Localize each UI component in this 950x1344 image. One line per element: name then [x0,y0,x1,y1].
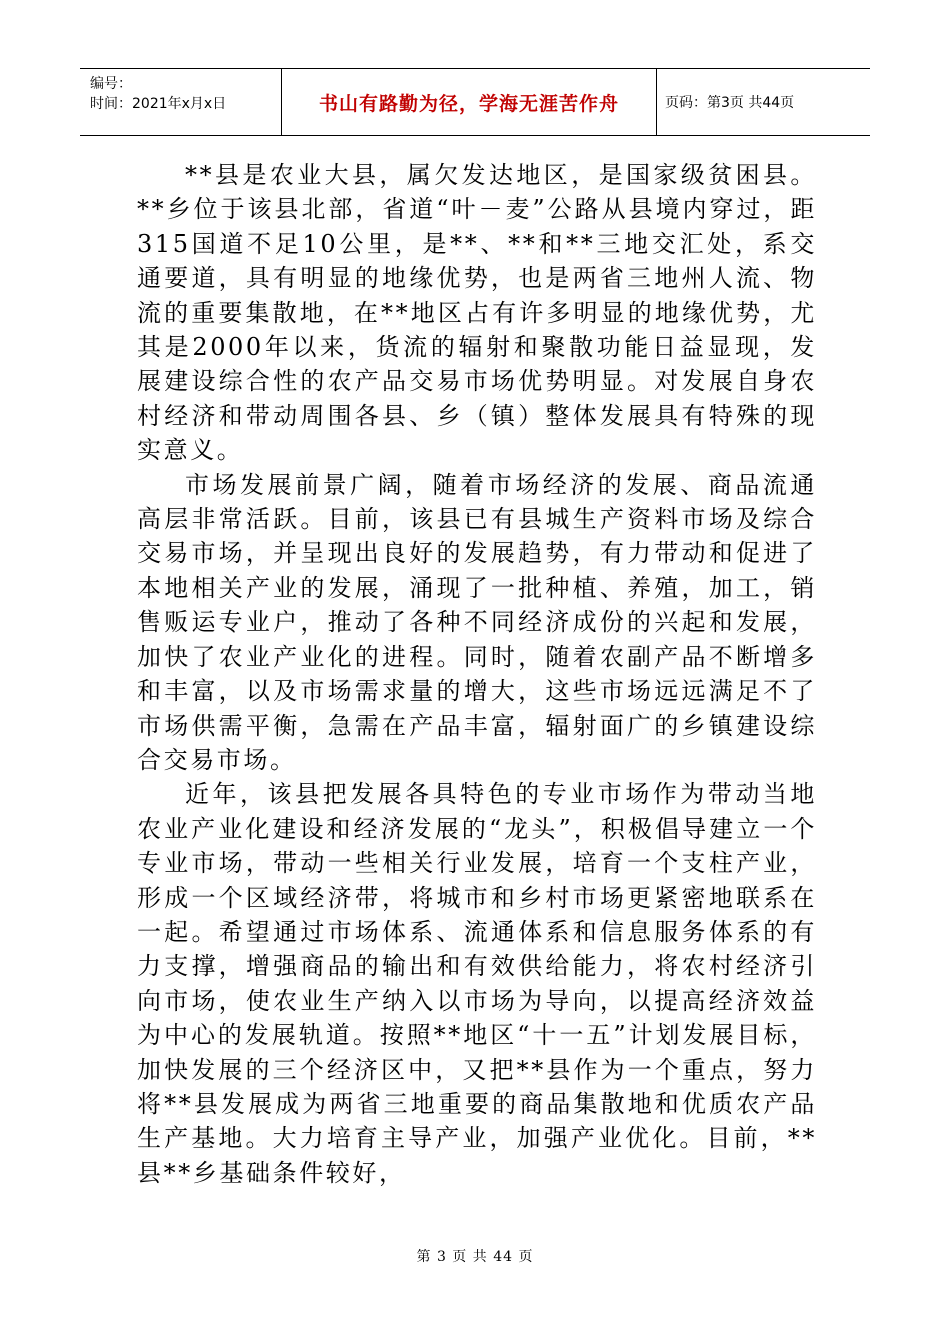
paragraph-2: 市场发展前景广阔，随着市场经济的发展、商品流通高层非常活跃。目前，该县已有县城生产资料市场及综合交易市场，并呈现出良好的发展趋势，有力带动和促进了本地相关产业的发展，涌现了一批种植、养殖，加工，销售贩运专业户，推动了各种不同经济成份的兴起和发展，加快了农业产业化的进程。同时，随着农副产品不断增多和丰富，以及市场需求量的增大，这些市场远远满足不了市场供需平衡，急需在产品丰富，辐射面广的乡镇建设综合交易市场。 [137,470,817,774]
header-motto: 书山有路勤为径，学海无涯苦作舟 [282,69,657,135]
page-footer: 第 3 页 共 44 页 [416,1249,534,1265]
paragraph-3: 近年，该县把发展各具特色的专业市场作为带动当地农业产业化建设和经济发展的“龙头”，积极倡导建立一个专业市场，带动一些相关行业发展，培育一个支柱产业，形成一个区域经济带，将城市和乡村市场更紧密地联系在一起。希望通过市场体系、流通体系和信息服务体系的有力支撑，增强商品的输出和有效供给能力，将农村经济引向市场，使农业生产纳入以市场为导向，以提高经济效益为中心的发展轨道。按照**地区“十一五”计划发展目标，加快发展的三个经济区中，又把**县作为一个重点，努力将**县发展成为两省三地重要的商品集散地和优质农产品生产基地。大力培育主导产业，加强产业优化。目前，**县**乡基础条件较好， [137,780,817,1187]
header-meta [80,69,282,135]
page-header [80,68,870,136]
document-time-label: 时间：2021年x月x日 [90,96,227,112]
header-page-info: 页码：第3页 共44页 [665,95,795,111]
document-body [137,158,817,1190]
document-number-label: 编号： [90,76,132,92]
paragraph-1: **县是农业大县，属欠发达地区，是国家级贫困县。**乡位于该县北部，省道“叶－麦”公路从县境内穿过，距315国道不足10公里，是**、**和**三地交汇处，系交通要道，具有明显的地缘优势，也是两省三地州人流、物流的重要集散地，在**地区占有许多明显的地缘优势，尤其是2000年以来，货流的辐射和聚散功能日益显现，发展建设综合性的农产品交易市场优势明显。对发展自身农村经济和带动周围各县、乡（镇）整体发展具有特殊的现实意义。 [137,161,817,465]
